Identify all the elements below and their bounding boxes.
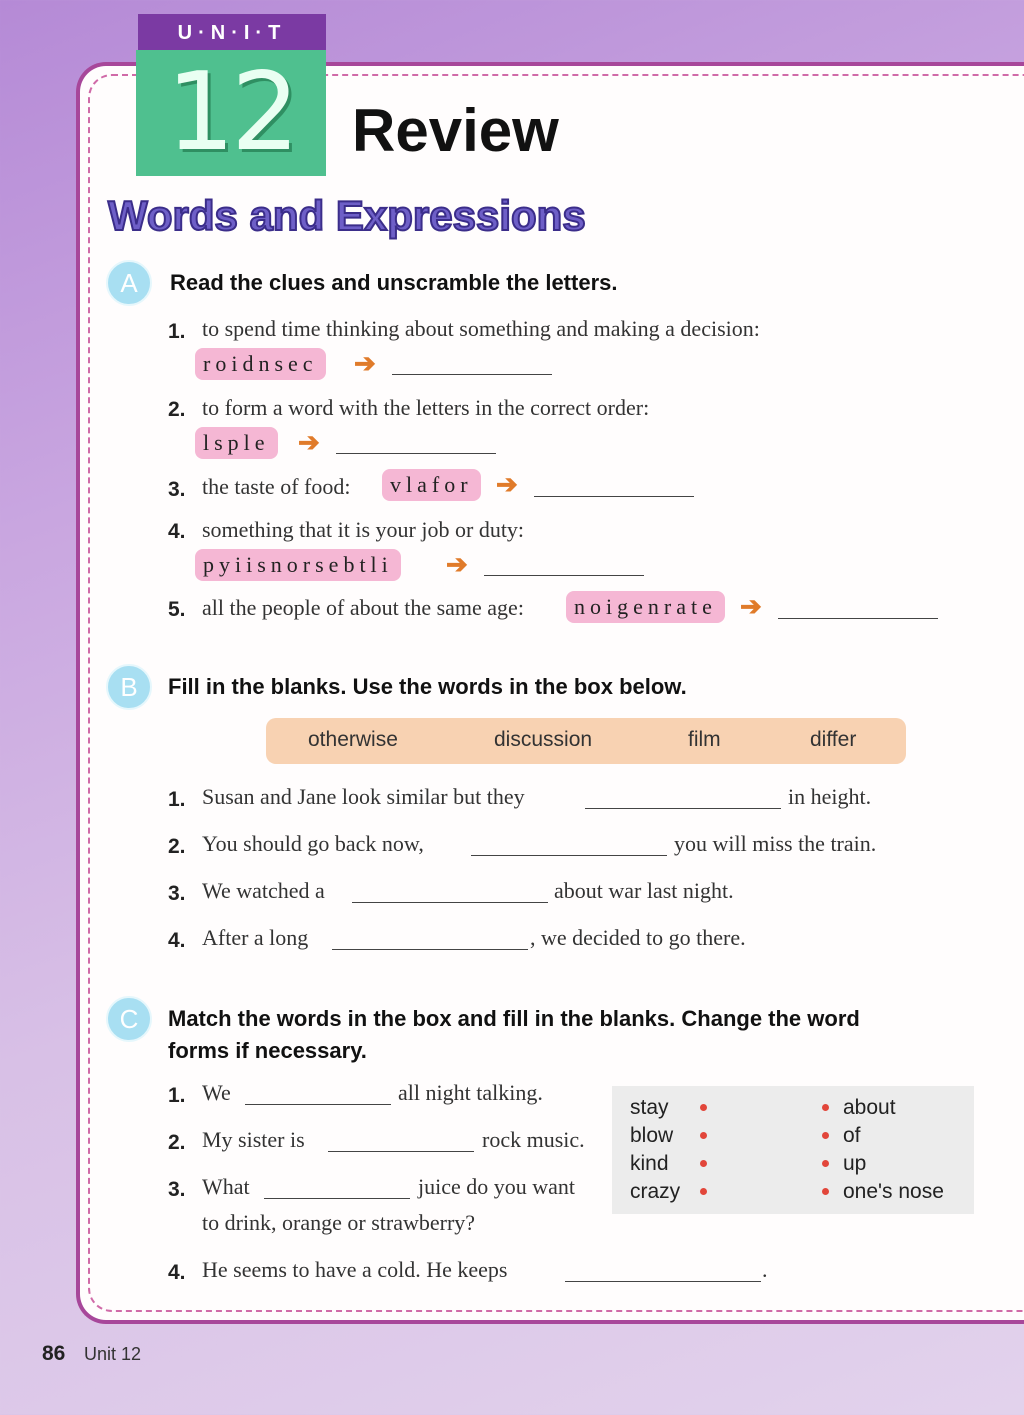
match-box xyxy=(612,1086,974,1214)
clue-text: all the people of about the same age: xyxy=(202,595,524,620)
section-title: Words and Expressions xyxy=(108,192,586,239)
sentence-start: He seems to have a cold. He keeps xyxy=(202,1257,508,1282)
sentence-end: in height. xyxy=(788,784,872,809)
sentence-start: You should go back now, xyxy=(202,831,424,856)
answer-blank[interactable] xyxy=(778,618,938,619)
sentence-start: Susan and Jane look similar but they xyxy=(202,784,525,809)
item-number: 2. xyxy=(168,1131,186,1154)
sentence-end: , we decided to go there. xyxy=(530,925,746,950)
match-dot-icon[interactable] xyxy=(822,1104,829,1111)
answer-blank[interactable] xyxy=(392,374,552,375)
answer-blank[interactable] xyxy=(336,453,496,454)
scrambled-letters: lsple xyxy=(195,427,278,459)
answer-blank[interactable] xyxy=(484,575,644,576)
answer-blank[interactable] xyxy=(471,855,667,856)
answer-blank[interactable] xyxy=(328,1151,474,1152)
word-box xyxy=(266,718,906,764)
page-title: Review xyxy=(352,97,559,164)
sentence-start: After a long xyxy=(202,925,309,950)
match-dot-icon[interactable] xyxy=(700,1132,707,1139)
scrambled-letters: pyiisnorsebtli xyxy=(195,549,401,581)
answer-blank[interactable] xyxy=(332,949,528,950)
match-left-word[interactable]: kind xyxy=(630,1152,669,1175)
item-number: 4. xyxy=(168,520,186,543)
instruction-c-line1: Match the words in the box and fill in the blanks. Change the word xyxy=(168,1006,860,1031)
instruction-c-line2: forms if necessary. xyxy=(168,1038,367,1063)
match-dot-icon[interactable] xyxy=(700,1160,707,1167)
match-right-word[interactable]: one's nose xyxy=(843,1180,944,1203)
footer-unit: Unit 12 xyxy=(84,1344,142,1364)
arrow-icon: ➔ xyxy=(740,591,762,621)
scrambled-letters: roidnsec xyxy=(195,348,326,380)
item-number: 2. xyxy=(168,398,186,421)
match-dot-icon[interactable] xyxy=(700,1188,707,1195)
answer-blank[interactable] xyxy=(264,1198,410,1199)
item-number: 3. xyxy=(168,882,186,905)
sentence-end: juice do you want xyxy=(418,1174,576,1199)
sentence-start: My sister is xyxy=(202,1127,305,1152)
arrow-icon: ➔ xyxy=(496,469,518,499)
badge-c: C xyxy=(106,996,152,1042)
sentence-end: about war last night. xyxy=(554,878,734,903)
clue-text: the taste of food: xyxy=(202,474,351,499)
match-dot-icon[interactable] xyxy=(822,1188,829,1195)
item-number: 1. xyxy=(168,788,186,811)
sentence-start: We xyxy=(202,1080,231,1105)
match-left-word[interactable]: crazy xyxy=(630,1180,681,1203)
match-dot-icon[interactable] xyxy=(700,1104,707,1111)
item-number: 3. xyxy=(168,478,186,501)
item-number: 3. xyxy=(168,1178,186,1201)
clue-text: something that it is your job or duty: xyxy=(202,517,525,542)
match-right-word[interactable]: up xyxy=(843,1152,867,1175)
scrambled-letters: vlafor xyxy=(382,469,481,501)
match-right-word[interactable]: about xyxy=(843,1096,896,1119)
word-option: discussion xyxy=(494,728,593,751)
answer-blank[interactable] xyxy=(245,1104,391,1105)
item-number: 4. xyxy=(168,929,186,952)
match-dot-icon[interactable] xyxy=(822,1132,829,1139)
sentence-start: We watched a xyxy=(202,878,325,903)
answer-blank[interactable] xyxy=(534,496,694,497)
match-dot-icon[interactable] xyxy=(822,1160,829,1167)
badge-b: B xyxy=(106,664,152,710)
answer-blank[interactable] xyxy=(585,808,781,809)
arrow-icon: ➔ xyxy=(446,549,468,579)
sentence-end: . xyxy=(762,1257,768,1282)
answer-blank[interactable] xyxy=(352,902,548,903)
match-left-word[interactable]: blow xyxy=(630,1124,674,1147)
match-right-word[interactable]: of xyxy=(843,1124,861,1147)
word-option: otherwise xyxy=(308,728,398,751)
sentence-continuation: to drink, orange or strawberry? xyxy=(202,1210,476,1235)
clue-text: to form a word with the letters in the correct order: xyxy=(202,395,650,420)
page-number: 86 xyxy=(42,1342,66,1365)
item-number: 2. xyxy=(168,835,186,858)
sentence-start: What xyxy=(202,1174,250,1199)
clue-text: to spend time thinking about something and making a decision: xyxy=(202,316,760,341)
item-number: 4. xyxy=(168,1261,186,1284)
match-left-word[interactable]: stay xyxy=(630,1096,669,1119)
unit-label: U·N·I·T xyxy=(138,14,326,52)
instruction-b: Fill in the blanks. Use the words in the box below. xyxy=(168,674,687,699)
item-number: 1. xyxy=(168,1084,186,1107)
word-option: film xyxy=(688,728,721,751)
arrow-icon: ➔ xyxy=(298,427,320,457)
item-number: 5. xyxy=(168,598,186,621)
sentence-end: rock music. xyxy=(482,1127,585,1152)
instruction-a: Read the clues and unscramble the letters. xyxy=(170,270,618,295)
word-option: differ xyxy=(810,728,857,751)
answer-blank[interactable] xyxy=(565,1281,761,1282)
sentence-end: all night talking. xyxy=(398,1080,543,1105)
scrambled-letters: noigenrate xyxy=(566,591,725,623)
unit-number: 12 xyxy=(136,50,326,176)
sentence-end: you will miss the train. xyxy=(674,831,877,856)
badge-a: A xyxy=(106,260,152,306)
arrow-icon: ➔ xyxy=(354,348,376,378)
item-number: 1. xyxy=(168,320,186,343)
